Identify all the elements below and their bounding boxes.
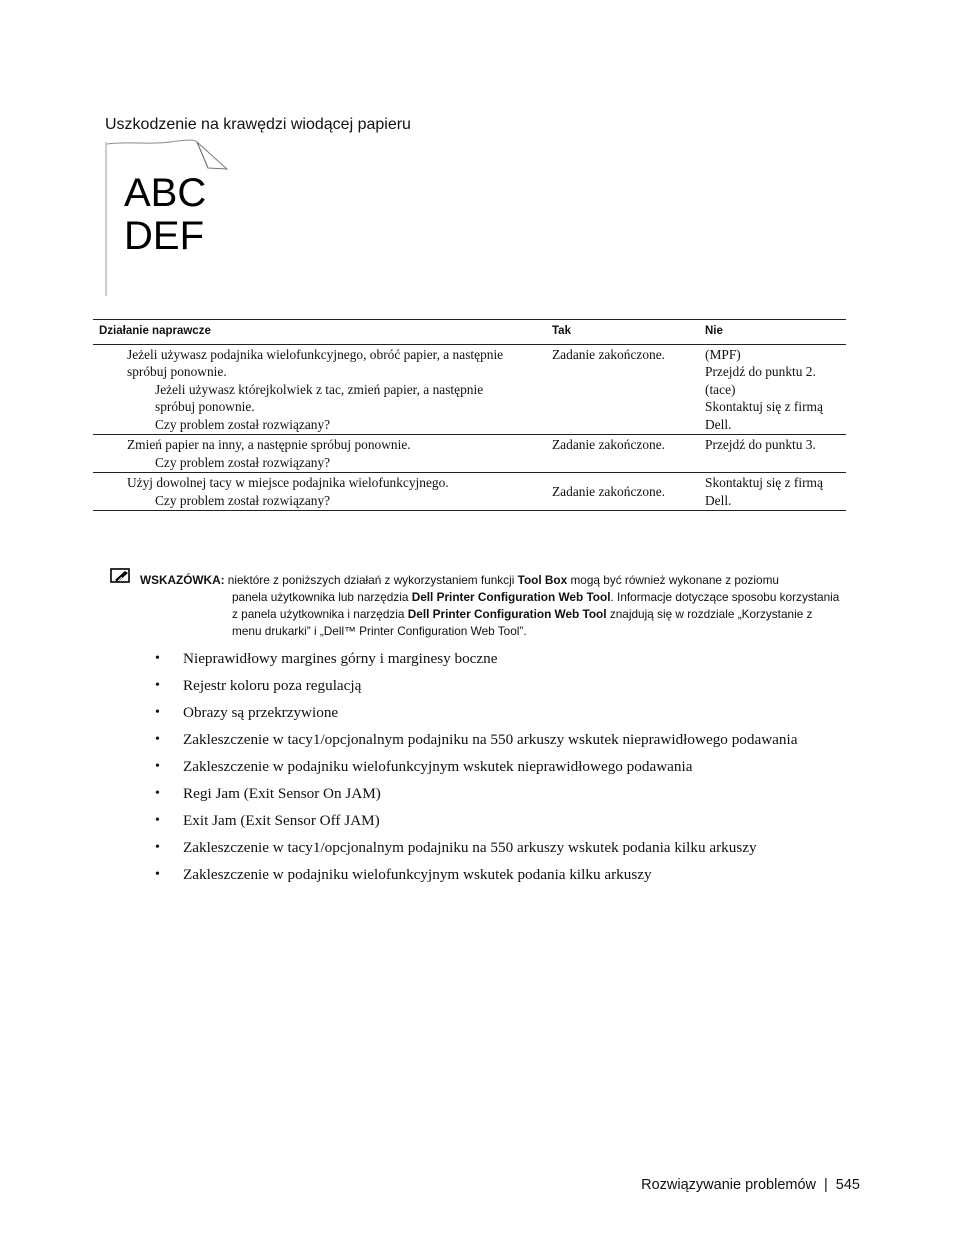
note-web-tool: Dell Printer Configuration Web Tool (407, 607, 607, 622)
header-yes: Tak (546, 320, 699, 345)
note-text: panela użytkownika lub narzędzia (232, 590, 412, 604)
list-item-text: Obrazy są przekrzywione (183, 704, 339, 721)
action-text: spróbuj ponownie. (127, 364, 227, 379)
no-text: Dell. (705, 492, 732, 508)
no-text: Dell. (705, 416, 732, 432)
bullet: • (155, 705, 160, 720)
list-item-text: Exit Jam (Exit Sensor Off JAM) (183, 812, 380, 829)
no-text: (tace) (705, 381, 736, 397)
action-cell (93, 473, 546, 511)
note-first-line (140, 572, 779, 589)
action-question: Czy problem został rozwiązany? (155, 454, 331, 470)
yes-cell: Zadanie zakończone. (546, 344, 699, 435)
action-text: spróbuj ponownie. (155, 399, 255, 414)
page-number: 545 (835, 1177, 860, 1193)
damaged-paper-illustration (100, 138, 240, 298)
action-question: Czy problem został rozwiązany? (155, 416, 331, 432)
yes-cell: Zadanie zakończone. (546, 473, 699, 511)
note-continuation (232, 589, 842, 641)
note-text: znajdują się w rozdziale „Korzystanie z menu drukarki” i „Dell™ Printer Configuration Web Tool”. (232, 607, 813, 639)
note-text: niektóre z poniższych działań z wykorzystaniem funkcji (224, 573, 518, 587)
action-text: Zmień papier na inny, a następnie spróbuj ponownie. (127, 437, 411, 452)
header-action: Działanie naprawcze (93, 320, 546, 345)
list-item-text: Zakleszczenie w podajniku wielofunkcyjnym wskutek nieprawidłowego podawania (183, 758, 693, 775)
no-cell (699, 473, 846, 511)
note-label: WSKAZÓWKA: (140, 573, 225, 587)
note-tool-box: Tool Box (517, 573, 568, 587)
bullet: • (155, 840, 160, 855)
list-item-text: Zakleszczenie w tacy1/opcjonalnym podajniku na 550 arkuszy wskutek nieprawidłowego podawania (183, 731, 798, 748)
bullet: • (155, 759, 160, 774)
list-item (155, 861, 797, 888)
action-text: Jeżeli używasz podajnika wielofunkcyjnego, obróć papier, a następnie (127, 346, 504, 362)
list-item-text: Rejestr koloru poza regulacją (183, 677, 362, 694)
page-footer (641, 1177, 860, 1193)
list-item (155, 780, 797, 807)
list-item (155, 699, 797, 726)
list-item (155, 807, 797, 834)
figure-caption: Uszkodzenie na krawędzi wiodącej papieru (105, 116, 411, 133)
note-text: . Informacje dotyczące sposobu korzystania z panela użytkownika i narzędzia (232, 590, 840, 622)
footer-section-title: Rozwiązywanie problemów (641, 1177, 817, 1193)
list-item-text: Nieprawidłowy margines górny i marginesy boczne (183, 650, 498, 667)
list-item-text: Zakleszczenie w podajniku wielofunkcyjnym wskutek podania kilku arkuszy (183, 866, 652, 883)
list-item (155, 645, 797, 672)
action-text: Użyj dowolnej tacy w miejsce podajnika wielofunkcyjnego. (127, 475, 449, 490)
action-cell (93, 344, 546, 435)
list-item (155, 726, 797, 753)
table-row (93, 344, 846, 435)
action-question: Czy problem został rozwiązany? (155, 492, 331, 508)
note-web-tool: Dell Printer Configuration Web Tool (411, 590, 611, 604)
table-row (93, 435, 846, 473)
bullet: • (155, 813, 160, 828)
list-item-text: Zakleszczenie w tacy1/opcjonalnym podajniku na 550 arkuszy wskutek podania kilku arkuszy (183, 839, 757, 856)
related-issues-list (155, 645, 797, 888)
footer-separator: | (824, 1177, 828, 1193)
yes-cell: Zadanie zakończone. (546, 435, 699, 473)
pencil-note-icon (110, 568, 132, 589)
table-header-row (93, 320, 846, 345)
bullet: • (155, 732, 160, 747)
sample-text-abc: ABC (124, 171, 207, 215)
action-cell (93, 435, 546, 473)
list-item (155, 834, 797, 861)
bullet: • (155, 786, 160, 801)
header-no: Nie (699, 320, 846, 345)
no-text: (MPF) (705, 346, 741, 362)
action-text: Jeżeli używasz którejkolwiek z tac, zmień papier, a następnie (155, 381, 484, 397)
bullet: • (155, 867, 160, 882)
bullet: • (155, 651, 160, 666)
note-text: mogą być również wykonane z poziomu (567, 573, 779, 587)
no-cell: Przejdź do punktu 3. (699, 435, 846, 473)
corrective-action-table (93, 319, 846, 511)
no-cell (699, 344, 846, 435)
table-row (93, 473, 846, 511)
sample-text-def: DEF (124, 214, 204, 258)
no-text: Przejdź do punktu 2. (705, 364, 816, 379)
list-item (155, 672, 797, 699)
no-text: Skontaktuj się z firmą (705, 475, 823, 490)
no-text: Skontaktuj się z firmą (705, 399, 823, 414)
bullet: • (155, 678, 160, 693)
list-item (155, 753, 797, 780)
list-item-text: Regi Jam (Exit Sensor On JAM) (183, 785, 381, 802)
